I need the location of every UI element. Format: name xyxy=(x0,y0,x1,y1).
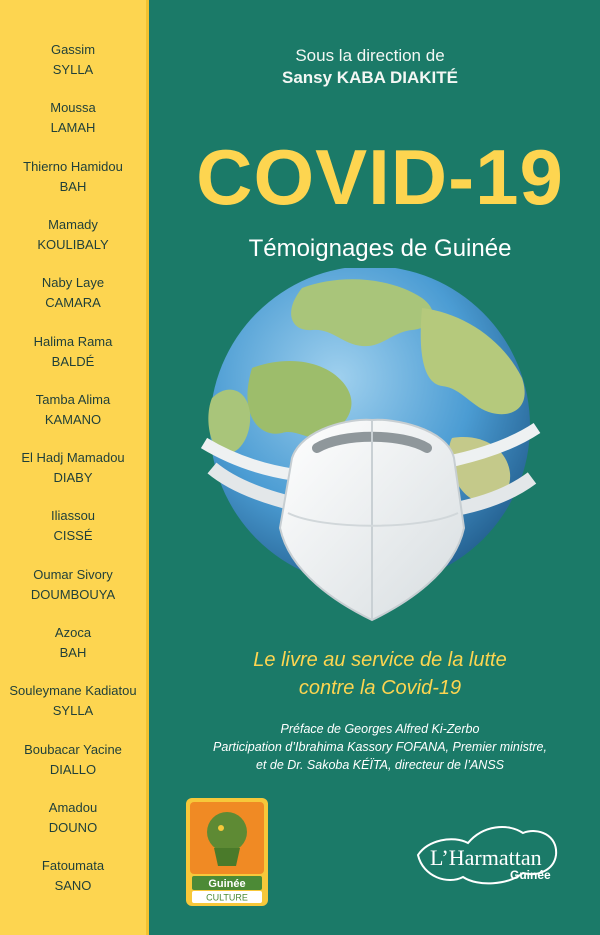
author-first-name: Souleymane Kadiatou xyxy=(9,683,137,699)
globe-mask-illustration xyxy=(192,268,552,628)
author-last-name: DOUMBOUYA xyxy=(30,586,116,602)
author-first-name: Thierno Hamidou xyxy=(23,158,123,174)
sidebar-divider xyxy=(146,0,149,935)
author-entry xyxy=(0,215,146,255)
publisher-sub: Guinée xyxy=(510,868,551,882)
logo-word-culture: CULTURE xyxy=(206,892,248,903)
author-first-name: Boubacar Yacine xyxy=(24,741,122,757)
direction-block xyxy=(220,45,520,89)
author-first-name: El Hadj Mamadou xyxy=(21,450,125,466)
author-first-name: Moussa xyxy=(50,100,96,116)
tagline xyxy=(190,646,570,702)
author-last-name: KAMANO xyxy=(44,411,102,427)
author-entry xyxy=(0,40,146,80)
author-first-name: Mamady xyxy=(48,216,98,232)
author-entry xyxy=(0,565,146,605)
author-last-name: KOULIBALY xyxy=(37,236,109,252)
author-entry xyxy=(0,506,146,546)
author-entry xyxy=(0,390,146,430)
author-entry xyxy=(0,157,146,197)
author-entry xyxy=(0,448,146,488)
author-sidebar xyxy=(0,0,146,935)
tagline-line-2: contre la Covid-19 xyxy=(298,677,462,699)
author-last-name: LAMAH xyxy=(50,120,96,136)
author-last-name: DIALLO xyxy=(49,761,97,777)
author-last-name: SYLLA xyxy=(52,703,94,719)
author-first-name: Fatoumata xyxy=(41,858,105,874)
author-entry xyxy=(0,623,146,663)
author-last-name: SANO xyxy=(54,878,92,894)
author-entry xyxy=(0,856,146,896)
author-entry xyxy=(0,681,146,721)
author-entry xyxy=(0,332,146,372)
author-first-name: Amadou xyxy=(48,799,98,815)
credits-preface: Préface de Georges Alfred Ki-Zerbo xyxy=(280,722,480,736)
credits-participation: Participation d’Ibrahima Kassory FOFANA, Premier ministre, xyxy=(213,740,547,754)
author-entry xyxy=(0,740,146,780)
credits-participation-2: et de Dr. Sakoba KÉÏTA, directeur de l’ANSS xyxy=(255,758,505,772)
author-entry xyxy=(0,98,146,138)
author-last-name: BAH xyxy=(59,178,87,194)
author-last-name: CISSÉ xyxy=(53,528,93,544)
logo-word-guinee: Guinée xyxy=(208,878,246,890)
director-name: Sansy KABA DIAKITÉ xyxy=(281,68,458,87)
guinee-culture-logo xyxy=(186,798,268,906)
book-subtitle: Témoignages de Guinée xyxy=(248,235,512,262)
publisher-name: L’Harmattan xyxy=(430,845,542,870)
author-last-name: CAMARA xyxy=(45,295,101,311)
author-first-name: Iliassou xyxy=(50,508,96,524)
author-last-name: SYLLA xyxy=(52,62,94,77)
author-last-name: DIABY xyxy=(53,470,93,486)
author-last-name: BALDÉ xyxy=(51,353,95,369)
credits-block xyxy=(180,720,580,774)
author-first-name: Azoca xyxy=(54,625,92,640)
book-title: COVID-19 xyxy=(196,133,564,221)
author-entry xyxy=(0,273,146,313)
author-first-name: Naby Laye xyxy=(41,275,105,291)
author-first-name: Tamba Alima xyxy=(35,391,111,407)
author-first-name: Oumar Sivory xyxy=(33,566,113,582)
tagline-line-1: Le livre au service de la lutte xyxy=(253,649,507,671)
author-entry xyxy=(0,798,146,838)
author-first-name: Halima Rama xyxy=(33,333,113,349)
author-last-name: BAH xyxy=(59,645,87,660)
direction-label: Sous la direction de xyxy=(295,46,445,65)
author-first-name: Gassim xyxy=(50,42,96,57)
author-last-name: DOUNO xyxy=(48,819,98,835)
